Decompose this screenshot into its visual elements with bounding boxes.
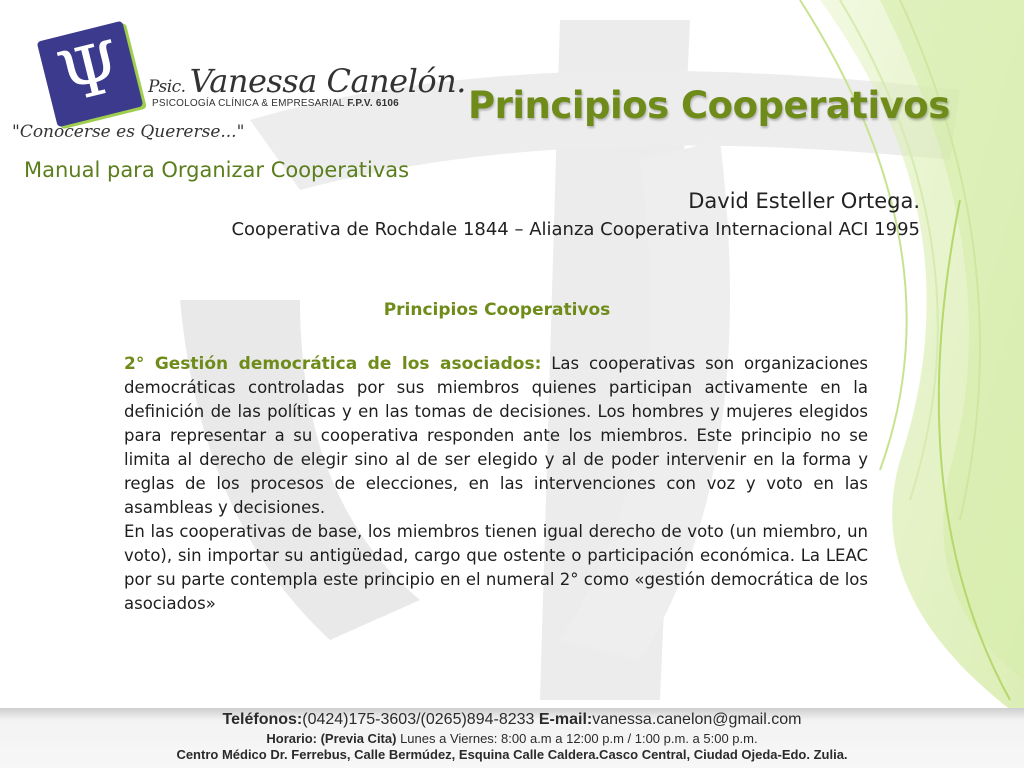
logo-motto: "Conocerse es Quererse...": [12, 122, 245, 142]
hours-times: 8:00 a.m a 12:00 p.m / 1:00 p.m. a 5:00 p.m.: [501, 731, 758, 746]
author-name: David Esteller Ortega.: [688, 189, 920, 213]
footer-hours: [0, 731, 1024, 746]
logo-license: F.P.V. 6106: [347, 98, 399, 109]
email-label: E-mail:: [538, 711, 593, 728]
logo-subtitle: [152, 98, 399, 109]
logo-specialty: PSICOLOGÍA CLÍNICA & EMPRESARIAL: [152, 98, 345, 109]
hours-days: Lunes a Viernes:: [400, 731, 498, 746]
phones-value: (0424)175-3603/(0265)894-8233: [302, 711, 535, 728]
source-reference: Cooperativa de Rochdale 1844 – Alianza Cooperativa Internacional ACI 1995: [231, 219, 920, 240]
logo-fullname: Vanessa Canelón.: [189, 62, 466, 100]
brand-logo: [12, 14, 466, 144]
slide-title: Principios Cooperativos: [468, 84, 950, 127]
footer-contacts: [0, 711, 1024, 729]
paragraph-1: [124, 352, 868, 520]
principle-lead: 2° Gestión democrática de los asociados:: [124, 354, 542, 374]
paragraph-1-text: Las cooperativas son organizaciones democráticas controladas por sus miembros quienes participan activamente en la definición de las políticas y en las tomas de decisiones. Los hombres y mujeres elegidos para representar a su cooperativa responden ante los miembros. Este principio no se limita al derecho de elegir sino al de ser elegido y al de poder intervenir en la forma y reglas de los procesos de elecciones, en las intervenciones con voz y voto en las asambleas y decisiones.: [124, 354, 868, 517]
paragraph-2: En las cooperativas de base, los miembros tienen igual derecho de voto (un miembro, un voto), sin importar su antigüedad, cargo que ostente o participación económica. La LEAC por su parte contempla este principio en el numeral 2° como «gestión democrática de los asociados»: [124, 522, 868, 613]
slide-subtitle: Manual para Organizar Cooperativas: [24, 158, 410, 182]
footer-address: Centro Médico Dr. Ferrebus, Calle Bermúdez, Esquina Calle Caldera.Casco Central, Ciudad Ojeda-Edo. Zulia.: [176, 747, 848, 762]
email-value: vanessa.canelon@gmail.com: [592, 711, 802, 728]
section-heading: Principios Cooperativos: [383, 300, 611, 320]
logo-name: [148, 62, 466, 100]
phones-label: Teléfonos:: [222, 711, 303, 728]
psi-icon: Ψ: [50, 24, 130, 120]
hours-label: Horario: (Previa Cita): [266, 731, 397, 746]
logo-prefix: Psic.: [148, 77, 186, 97]
body-text: [124, 352, 868, 616]
